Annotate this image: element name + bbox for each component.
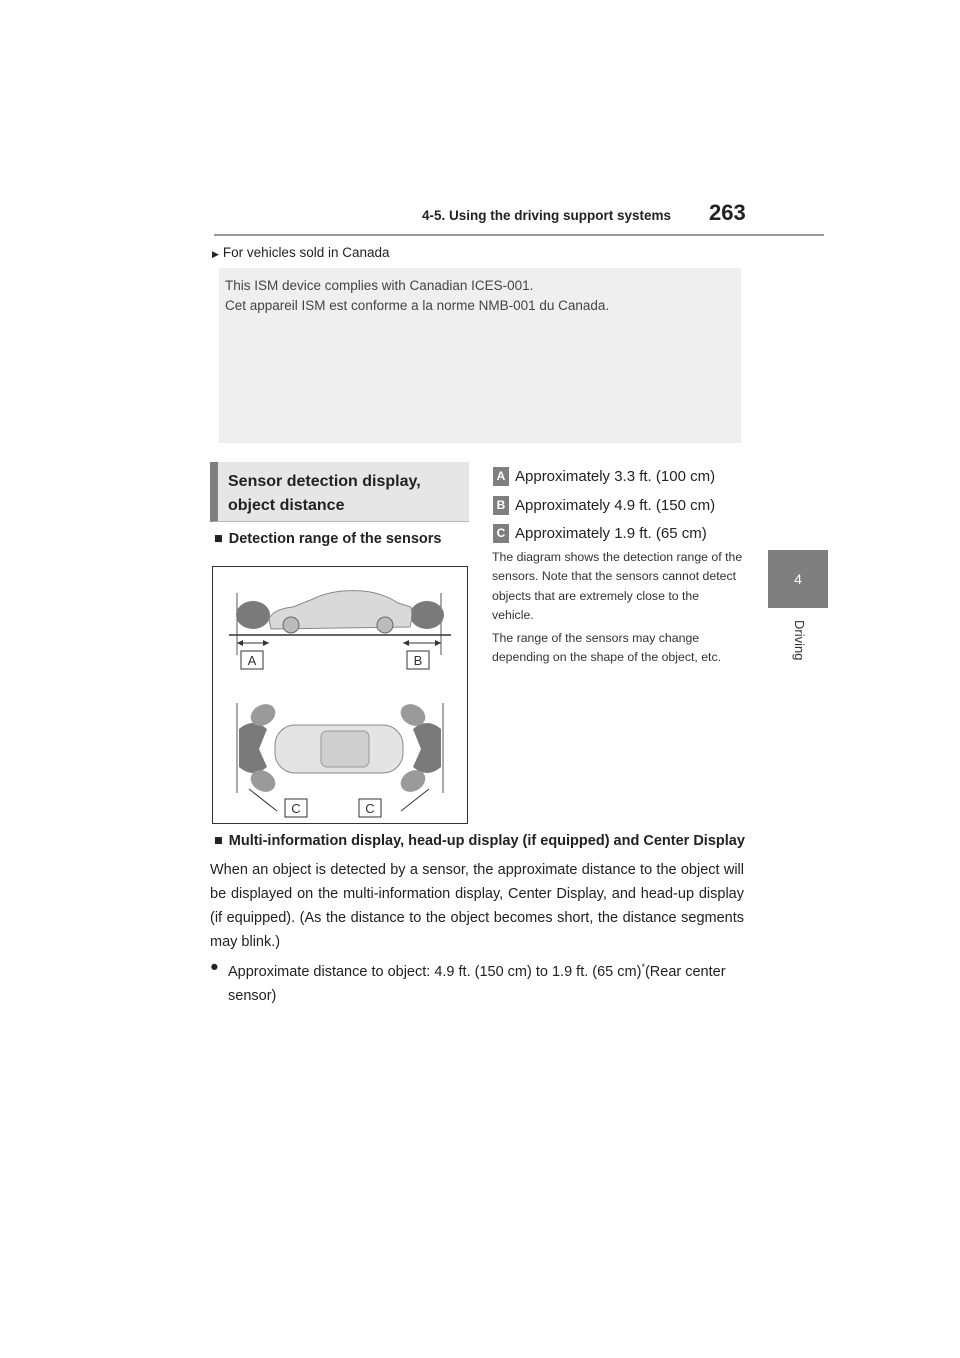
rear-wheel: [377, 617, 393, 633]
letter-box-a: A: [493, 467, 509, 486]
ices-line-french: Cet appareil ISM est conforme a la norme NMB-001 du Canada.: [225, 298, 610, 313]
range-c-left-dimension: [249, 789, 277, 811]
front-wheel: [283, 617, 299, 633]
distance-bullet-text: Approximate distance to object: 4.9 ft. (150 cm) to 1.9 ft. (65 cm): [228, 963, 642, 980]
page-number: 263: [709, 200, 746, 225]
display-heading: [214, 833, 745, 849]
square-bullet-icon: ■: [214, 833, 223, 849]
header-divider: [214, 234, 824, 236]
range-variation-note: The range of the sensors may change depending on the shape of the object, etc.: [492, 631, 722, 665]
ices-line-english: This ISM device complies with Canadian ICES-001.: [225, 278, 534, 293]
distance-bullet: [210, 955, 744, 1008]
display-paragraph: When an object is detected by a sensor, the approximate distance to the object will be displayed on the multi-information display, Center Display, and head-up display (if equipped). (As the distance to the object becomes short, the distance segments may blink.): [210, 862, 744, 950]
chapter-tab: [768, 550, 828, 608]
range-label-b-text: Approximately 4.9 ft. (150 cm): [515, 497, 716, 514]
rear-range-lobe: [410, 601, 444, 629]
letter-box-c: C: [493, 524, 509, 543]
range-label-b: [493, 496, 715, 515]
section-heading: Sensor detection display, object distance: [210, 462, 469, 522]
distance-bullet-tail: (Rear center sensor): [228, 963, 726, 1004]
detection-range-heading: [214, 531, 441, 547]
canada-note-text: For vehicles sold in Canada: [222, 245, 390, 260]
range-label-c-text: Approximately 1.9 ft. (65 cm): [515, 525, 707, 542]
chapter-label: Driving: [792, 620, 807, 661]
diagram-label-c-left: C: [291, 801, 301, 816]
rear-center-lobe: [413, 723, 441, 773]
diagram-label-c-right: C: [365, 801, 375, 816]
diagram-label-a: A: [247, 653, 257, 668]
square-bullet-icon: ■: [214, 531, 223, 547]
diagram-label-b: B: [413, 653, 423, 668]
diagram-description: The diagram shows the detection range of the sensors. Note that the sensors cannot detect objects that are extremely close to the vehicle.: [492, 550, 743, 622]
display-heading-text: Multi-information display, head-up display (if equipped) and Center Display: [228, 833, 745, 849]
detection-range-heading-text: Detection range of the sensors: [228, 531, 442, 547]
sensor-range-diagram: [212, 566, 468, 824]
sensor-diagram-svg: [213, 567, 467, 823]
letter-box-b: B: [493, 496, 509, 515]
front-range-lobe: [236, 601, 270, 629]
range-c-right-dimension: [401, 789, 429, 811]
section-title: 4-5. Using the driving support systems: [422, 208, 672, 223]
arrow-right-icon: ▶: [212, 249, 219, 259]
footnote-marker: *: [641, 962, 645, 972]
canada-note: [212, 245, 390, 260]
car-top-cabin: [321, 731, 369, 767]
ices-compliance-box: [219, 268, 741, 443]
range-label-a-text: Approximately 3.3 ft. (100 cm): [515, 468, 716, 485]
front-center-lobe: [239, 723, 267, 773]
bullet-dot-icon: ●: [210, 959, 219, 975]
range-label-c: [493, 524, 707, 543]
range-label-a: [493, 467, 715, 486]
chapter-number: 4: [794, 571, 802, 587]
